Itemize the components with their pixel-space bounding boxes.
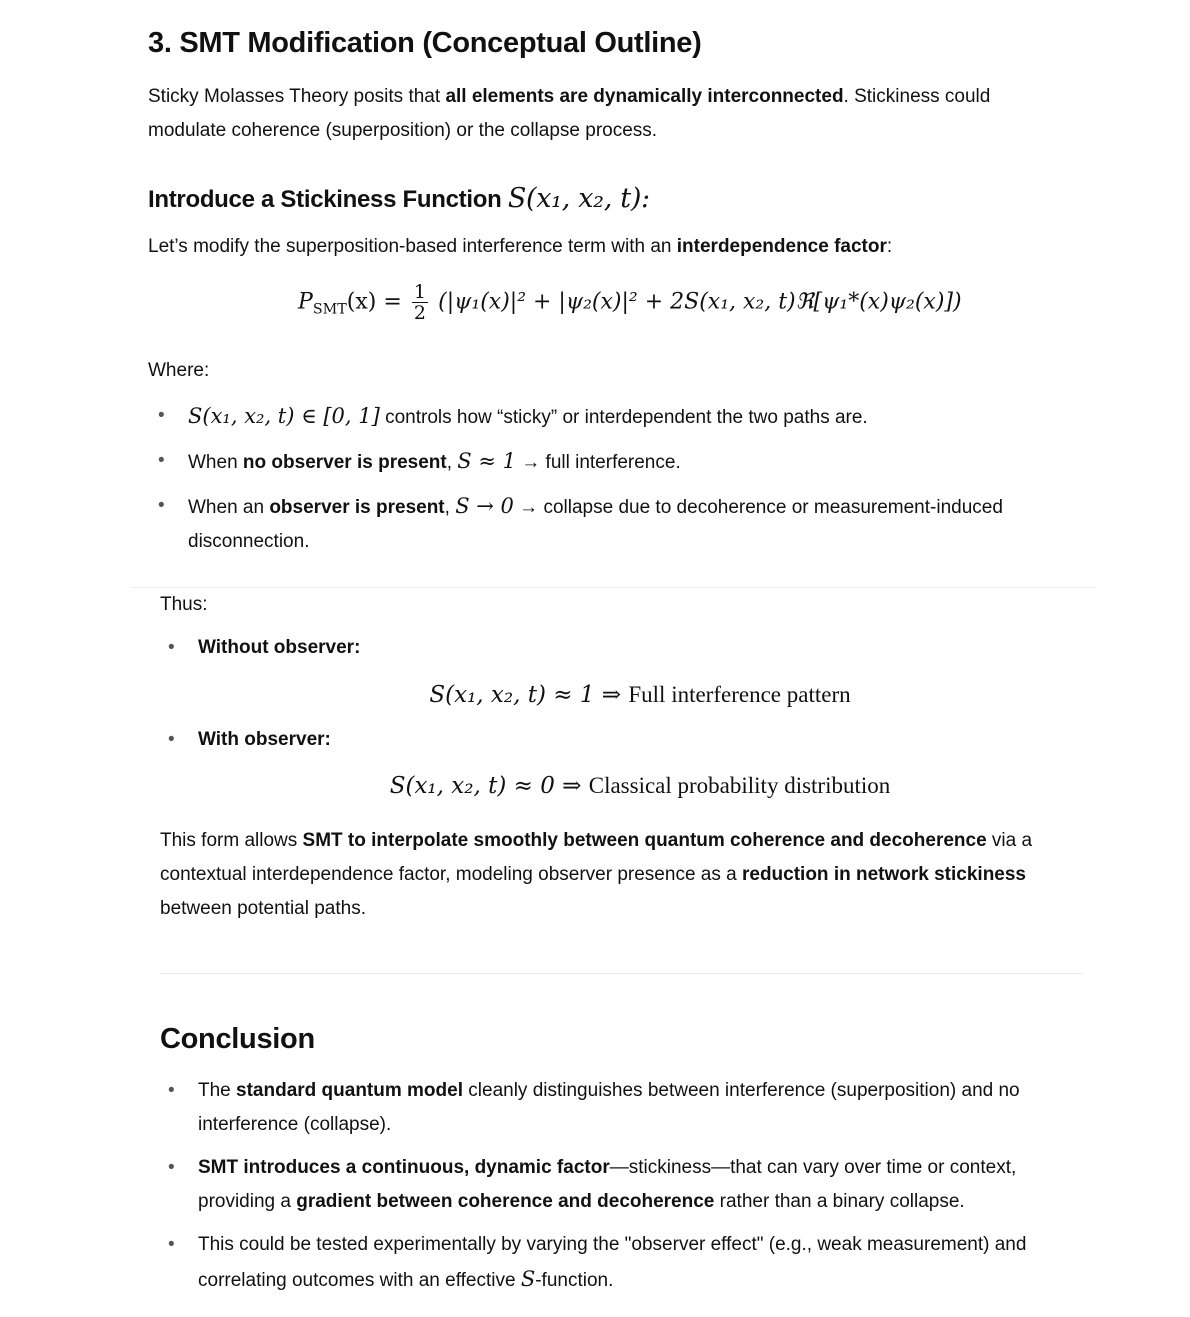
case-with-observer: • With observer: <box>198 723 331 757</box>
list-item: • The standard quantum model cleanly distinguishes between interference (superposition) and no interference (collapse). <box>198 1074 1068 1142</box>
equation-with-observer: S(x₁, x₂, t) ≈ 0 ⇒ Classical probability distribution <box>389 773 891 799</box>
summary-paragraph: This form allows SMT to interpolate smoothly between quantum coherence and decoherence via a contextual interdependence factor, modeling observer presence as a reduction in network stickiness between potential paths. <box>160 830 1033 919</box>
subheading: Introduce a Stickiness Function S(x₁, x₂, t): <box>148 183 650 214</box>
conclusion-title: Conclusion <box>160 1023 315 1055</box>
list-item: • This could be tested experimentally by varying the "observer effect" (e.g., weak measurement) and correlating outcomes with an effective S-function. <box>198 1228 1078 1298</box>
divider <box>132 587 1095 588</box>
list-item: • S(x₁, x₂, t) ∈ [0, 1] controls how “sticky” or interdependent the two paths are. <box>188 399 1088 435</box>
list-item: • When no observer is present, S ≈ 1 → full interference. <box>188 444 1088 480</box>
where-label: Where: <box>148 360 210 381</box>
thus-label: Thus: <box>160 594 208 615</box>
section-title: 3. SMT Modification (Conceptual Outline) <box>148 27 702 59</box>
list-item: • When an observer is present, S → 0 → collapse due to decoherence or measurement-induced disconnection. <box>188 489 1078 559</box>
divider <box>160 973 1082 974</box>
list-item: • SMT introduces a continuous, dynamic factor—stickiness—that can vary over time or context, providing a gradient between coherence and decoherence rather than a binary collapse. <box>198 1151 1058 1219</box>
smt-formula: $P_{SMT}(x)$ = $\frac{1}{2}$ (|ψ₁(x)|² + |ψ₂(x)|² + 2S(x₁, x₂, t)ℜ[ψ₁*(x)ψ₂(x)]) <box>298 281 962 324</box>
equation-without-observer: S(x₁, x₂, t) ≈ 1 ⇒ Full interference pattern <box>429 682 851 708</box>
intro-paragraph: Sticky Molasses Theory posits that all elements are dynamically interconnected. Stickiness could modulate coherence (superposition) or the collapse process. <box>148 86 991 141</box>
modify-paragraph: Let’s modify the superposition-based interference term with an interdependence factor: <box>148 236 893 257</box>
case-without-observer: • Without observer: <box>198 631 360 665</box>
